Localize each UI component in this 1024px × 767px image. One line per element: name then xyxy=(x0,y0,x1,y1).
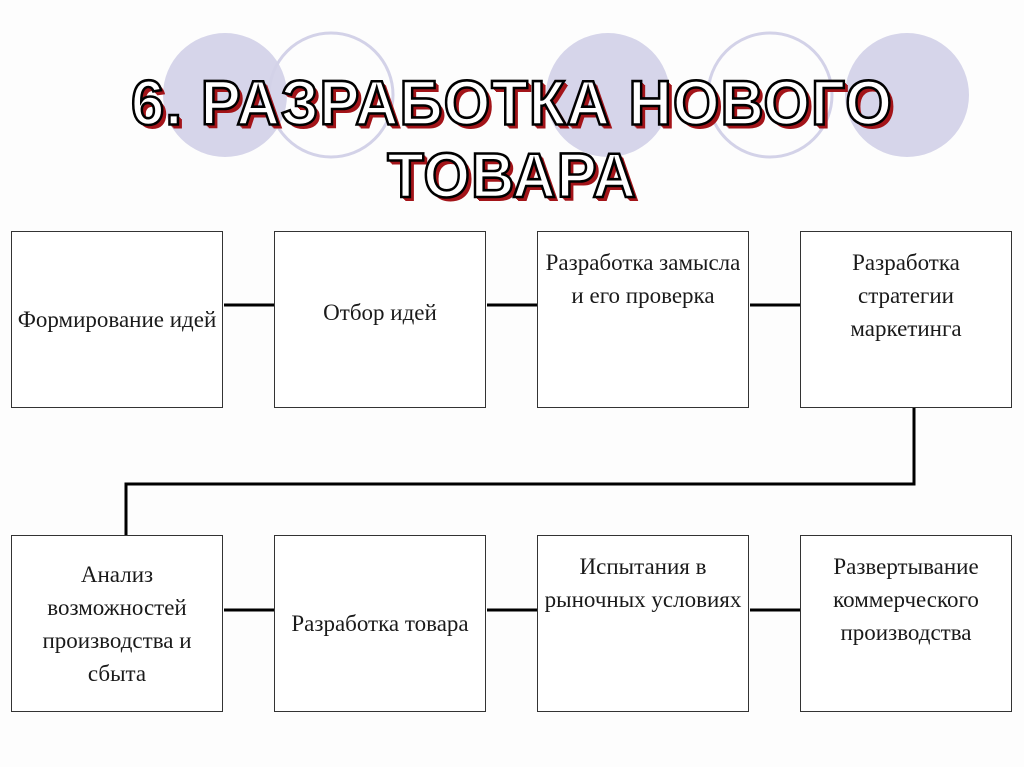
page-title: 6. РАЗРАБОТКА НОВОГО ТОВАРА xyxy=(131,67,893,211)
step-box-7 xyxy=(537,535,749,712)
step-label: Анализ возможностей производства и сбыта xyxy=(42,561,192,686)
step-box-3 xyxy=(537,231,749,408)
step-label: Развертывание коммерческого производства xyxy=(833,554,979,645)
step-label: Разработка замысла и его проверка xyxy=(545,250,741,308)
step-box-4 xyxy=(800,231,1012,408)
step-label: Отбор идей xyxy=(323,300,437,325)
step-box-6 xyxy=(274,535,486,712)
step-box-1 xyxy=(11,231,223,408)
step-box-8 xyxy=(800,535,1012,712)
step-box-2 xyxy=(274,231,486,408)
step-box-5 xyxy=(11,535,223,712)
step-label: Испытания в рыночных условиях xyxy=(544,554,742,612)
step-label: Формирование идей xyxy=(17,307,217,332)
step-label: Разработка стратегии маркетинга xyxy=(850,250,962,341)
step-label: Разработка товара xyxy=(291,611,469,636)
